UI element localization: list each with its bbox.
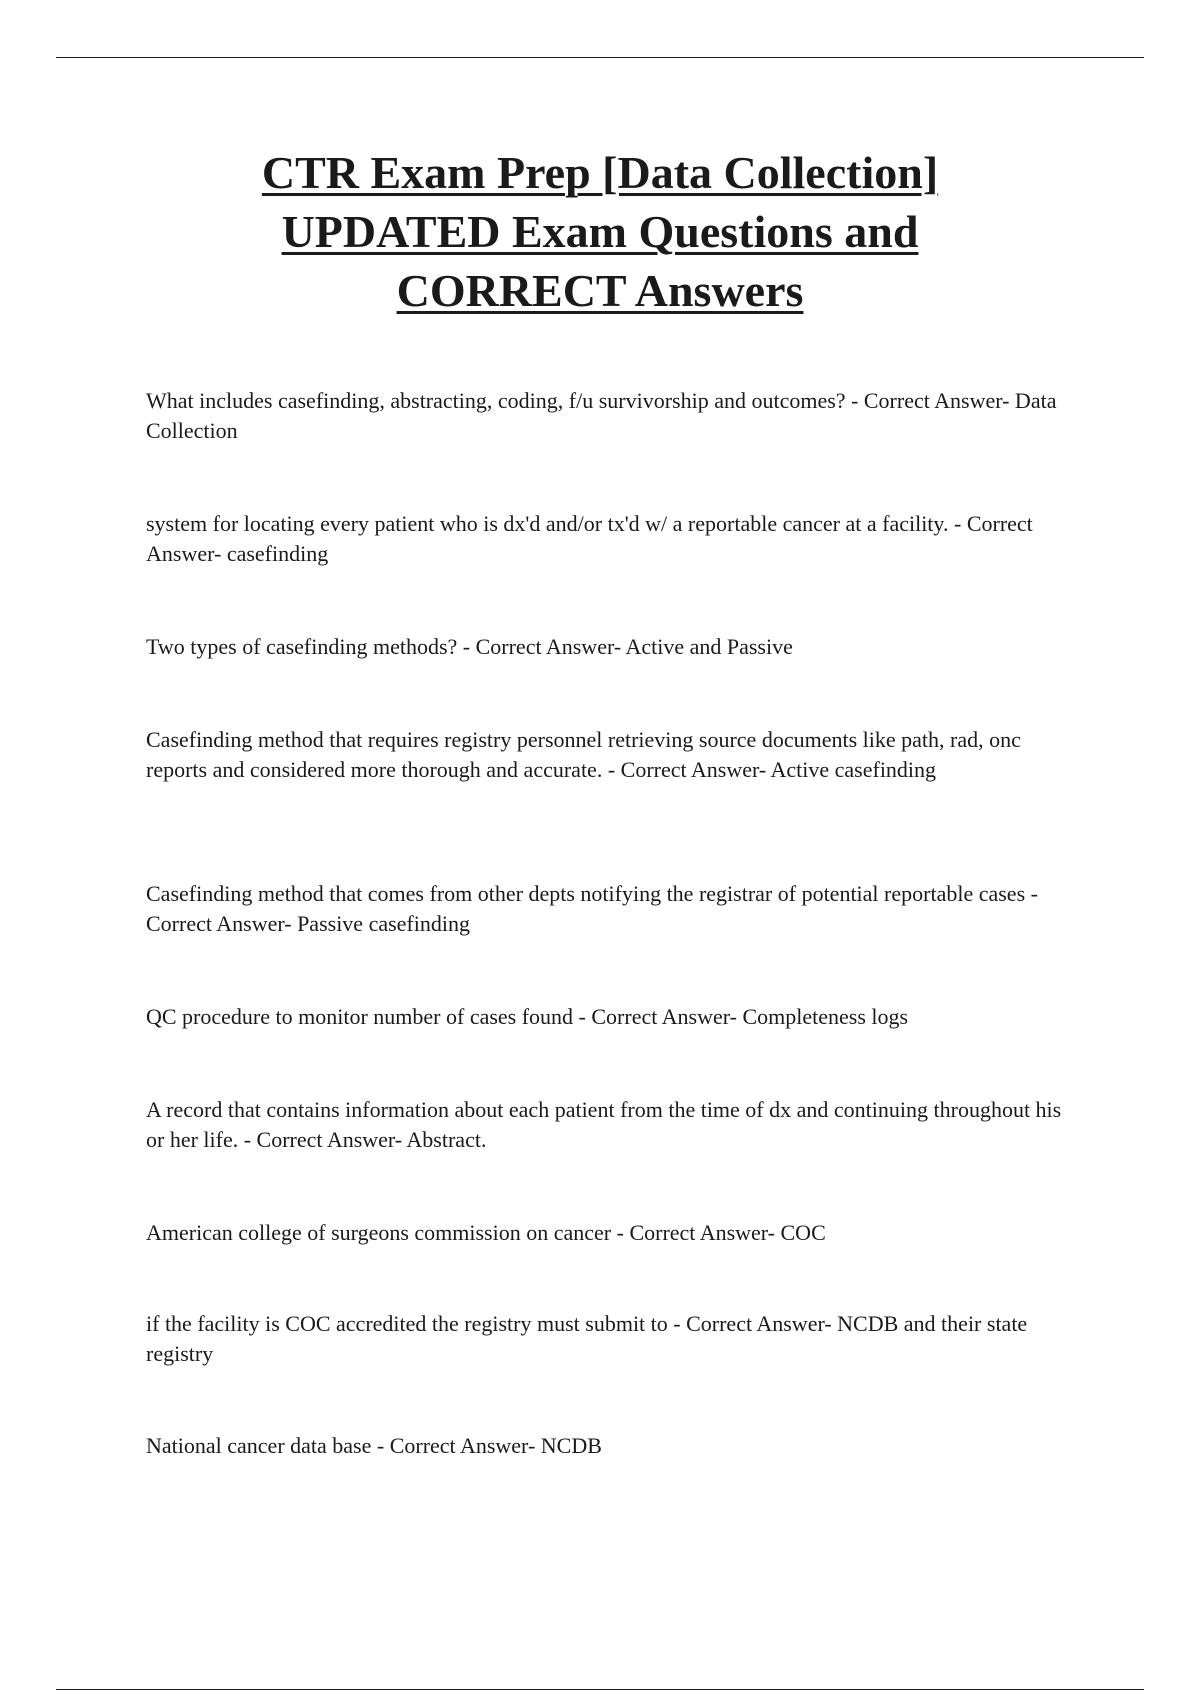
qa-item: What includes casefinding, abstracting, coding, f/u survivorship and outcomes? - Correct Answer- Data Collection — [146, 388, 1057, 443]
qa-item: system for locating every patient who is dx'd and/or tx'd w/ a reportable cancer at a facility. - Correct Answer- casefinding — [146, 511, 1033, 566]
footer-rule — [56, 1689, 1144, 1690]
qa-item: QC procedure to monitor number of cases found - Correct Answer- Completeness logs — [146, 1004, 909, 1029]
title-line: UPDATED Exam Questions and — [281, 206, 919, 257]
qa-item: National cancer data base - Correct Answer- NCDB — [146, 1433, 602, 1458]
qa-item: Casefinding method that requires registry personnel retrieving source documents like path, rad, onc reports and considered more thorough and accurate. - Correct Answer- Active casefinding — [146, 727, 1021, 782]
qa-item: A record that contains information about each patient from the time of dx and continuing throughout his or her life. - Correct Answer- Abstract. — [146, 1097, 1062, 1152]
qa-item: American college of surgeons commission on cancer - Correct Answer- COC — [146, 1220, 826, 1245]
qa-item: Two types of casefinding methods? - Correct Answer- Active and Passive — [146, 634, 793, 659]
header-rule — [56, 57, 1144, 58]
qa-item: Casefinding method that comes from other depts notifying the registrar of potential reportable cases - Correct Answer- Passive casefinding — [146, 881, 1038, 936]
document-title — [100, 143, 1100, 320]
qa-item: if the facility is COC accredited the registry must submit to - Correct Answer- NCDB and their state registry — [146, 1311, 1028, 1366]
title-line: CTR Exam Prep [Data Collection] — [261, 147, 939, 198]
title-line: CORRECT Answers — [396, 265, 804, 316]
